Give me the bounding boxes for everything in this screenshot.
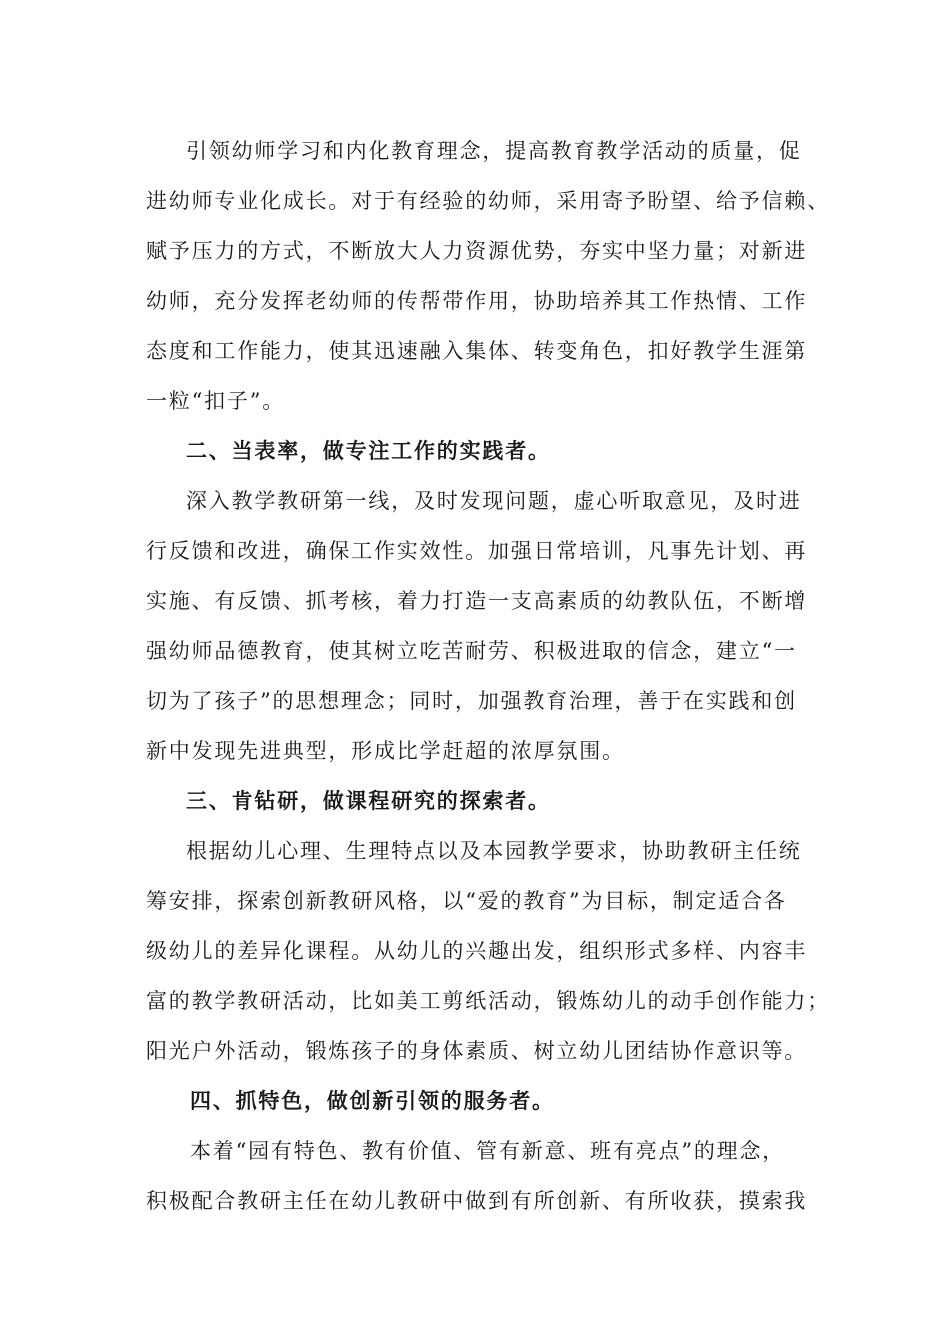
paragraph-line: 阳光户外活动，锻炼孩子的身体素质、树立幼儿团结协作意识等。 (146, 1039, 808, 1063)
paragraph-line: 切为了孩子”的思想理念；同时，加强教育治理，善于在实践和创 (146, 689, 797, 713)
paragraph-line: 实施、有反馈、抓考核，着力打造一支高素质的幼教队伍，不断增 (146, 589, 808, 613)
paragraph-line: 级幼儿的差异化课程。从幼儿的兴趣出发，组织形式多样、内容丰 (146, 939, 808, 963)
section-heading-4: 四、抓特色，做创新引领的服务者。 (190, 1088, 555, 1113)
paragraph-line: 筹安排，探索创新教研风格，以“爱的教育”为目标，制定适合各 (146, 889, 787, 913)
paragraph-line: 进幼师专业化成长。对于有经验的幼师，采用寄予盼望、给予信赖、 (146, 189, 830, 213)
paragraph-line: 新中发现先进典型，形成比学赶超的浓厚氛围。 (146, 739, 625, 763)
paragraph-line: 积极配合教研主任在幼儿教研中做到有所创新、有所收获，摸索我 (146, 1189, 808, 1213)
paragraph-line: 本着“园有特色、教有价值、管有新意、班有亮点”的理念， (190, 1139, 786, 1163)
section-heading-3: 三、肯钻研，做课程研究的探索者。 (186, 788, 551, 813)
paragraph-line: 赋予压力的方式，不断放大人力资源优势，夯实中坚力量；对新进 (146, 239, 808, 263)
paragraph-line: 态度和工作能力，使其迅速融入集体、转变角色，扣好教学生涯第 (146, 339, 808, 363)
paragraph-line: 富的教学教研活动，比如美工剪纸活动，锻炼幼儿的动手创作能力； (146, 989, 830, 1013)
paragraph-line: 强幼师品德教育，使其树立吃苦耐劳、积极进取的信念，建立“一 (146, 639, 797, 663)
paragraph-line: 引领幼师学习和内化教育理念，提高教育教学活动的质量，促 (186, 139, 802, 163)
section-heading-2: 二、当表率，做专注工作的实践者。 (186, 438, 551, 463)
paragraph-line: 行反馈和改进，确保工作实效性。加强日常培训，凡事先计划、再 (146, 539, 808, 563)
paragraph-line: 根据幼儿心理、生理特点以及本园教学要求，协助教研主任统 (186, 839, 802, 863)
paragraph-line: 幼师，充分发挥老幼师的传帮带作用，协助培养其工作热情、工作 (146, 289, 808, 313)
paragraph-line: 一粒“扣子”。 (146, 389, 286, 413)
paragraph-line: 深入教学教研第一线，及时发现问题，虚心听取意见，及时进 (186, 489, 802, 513)
